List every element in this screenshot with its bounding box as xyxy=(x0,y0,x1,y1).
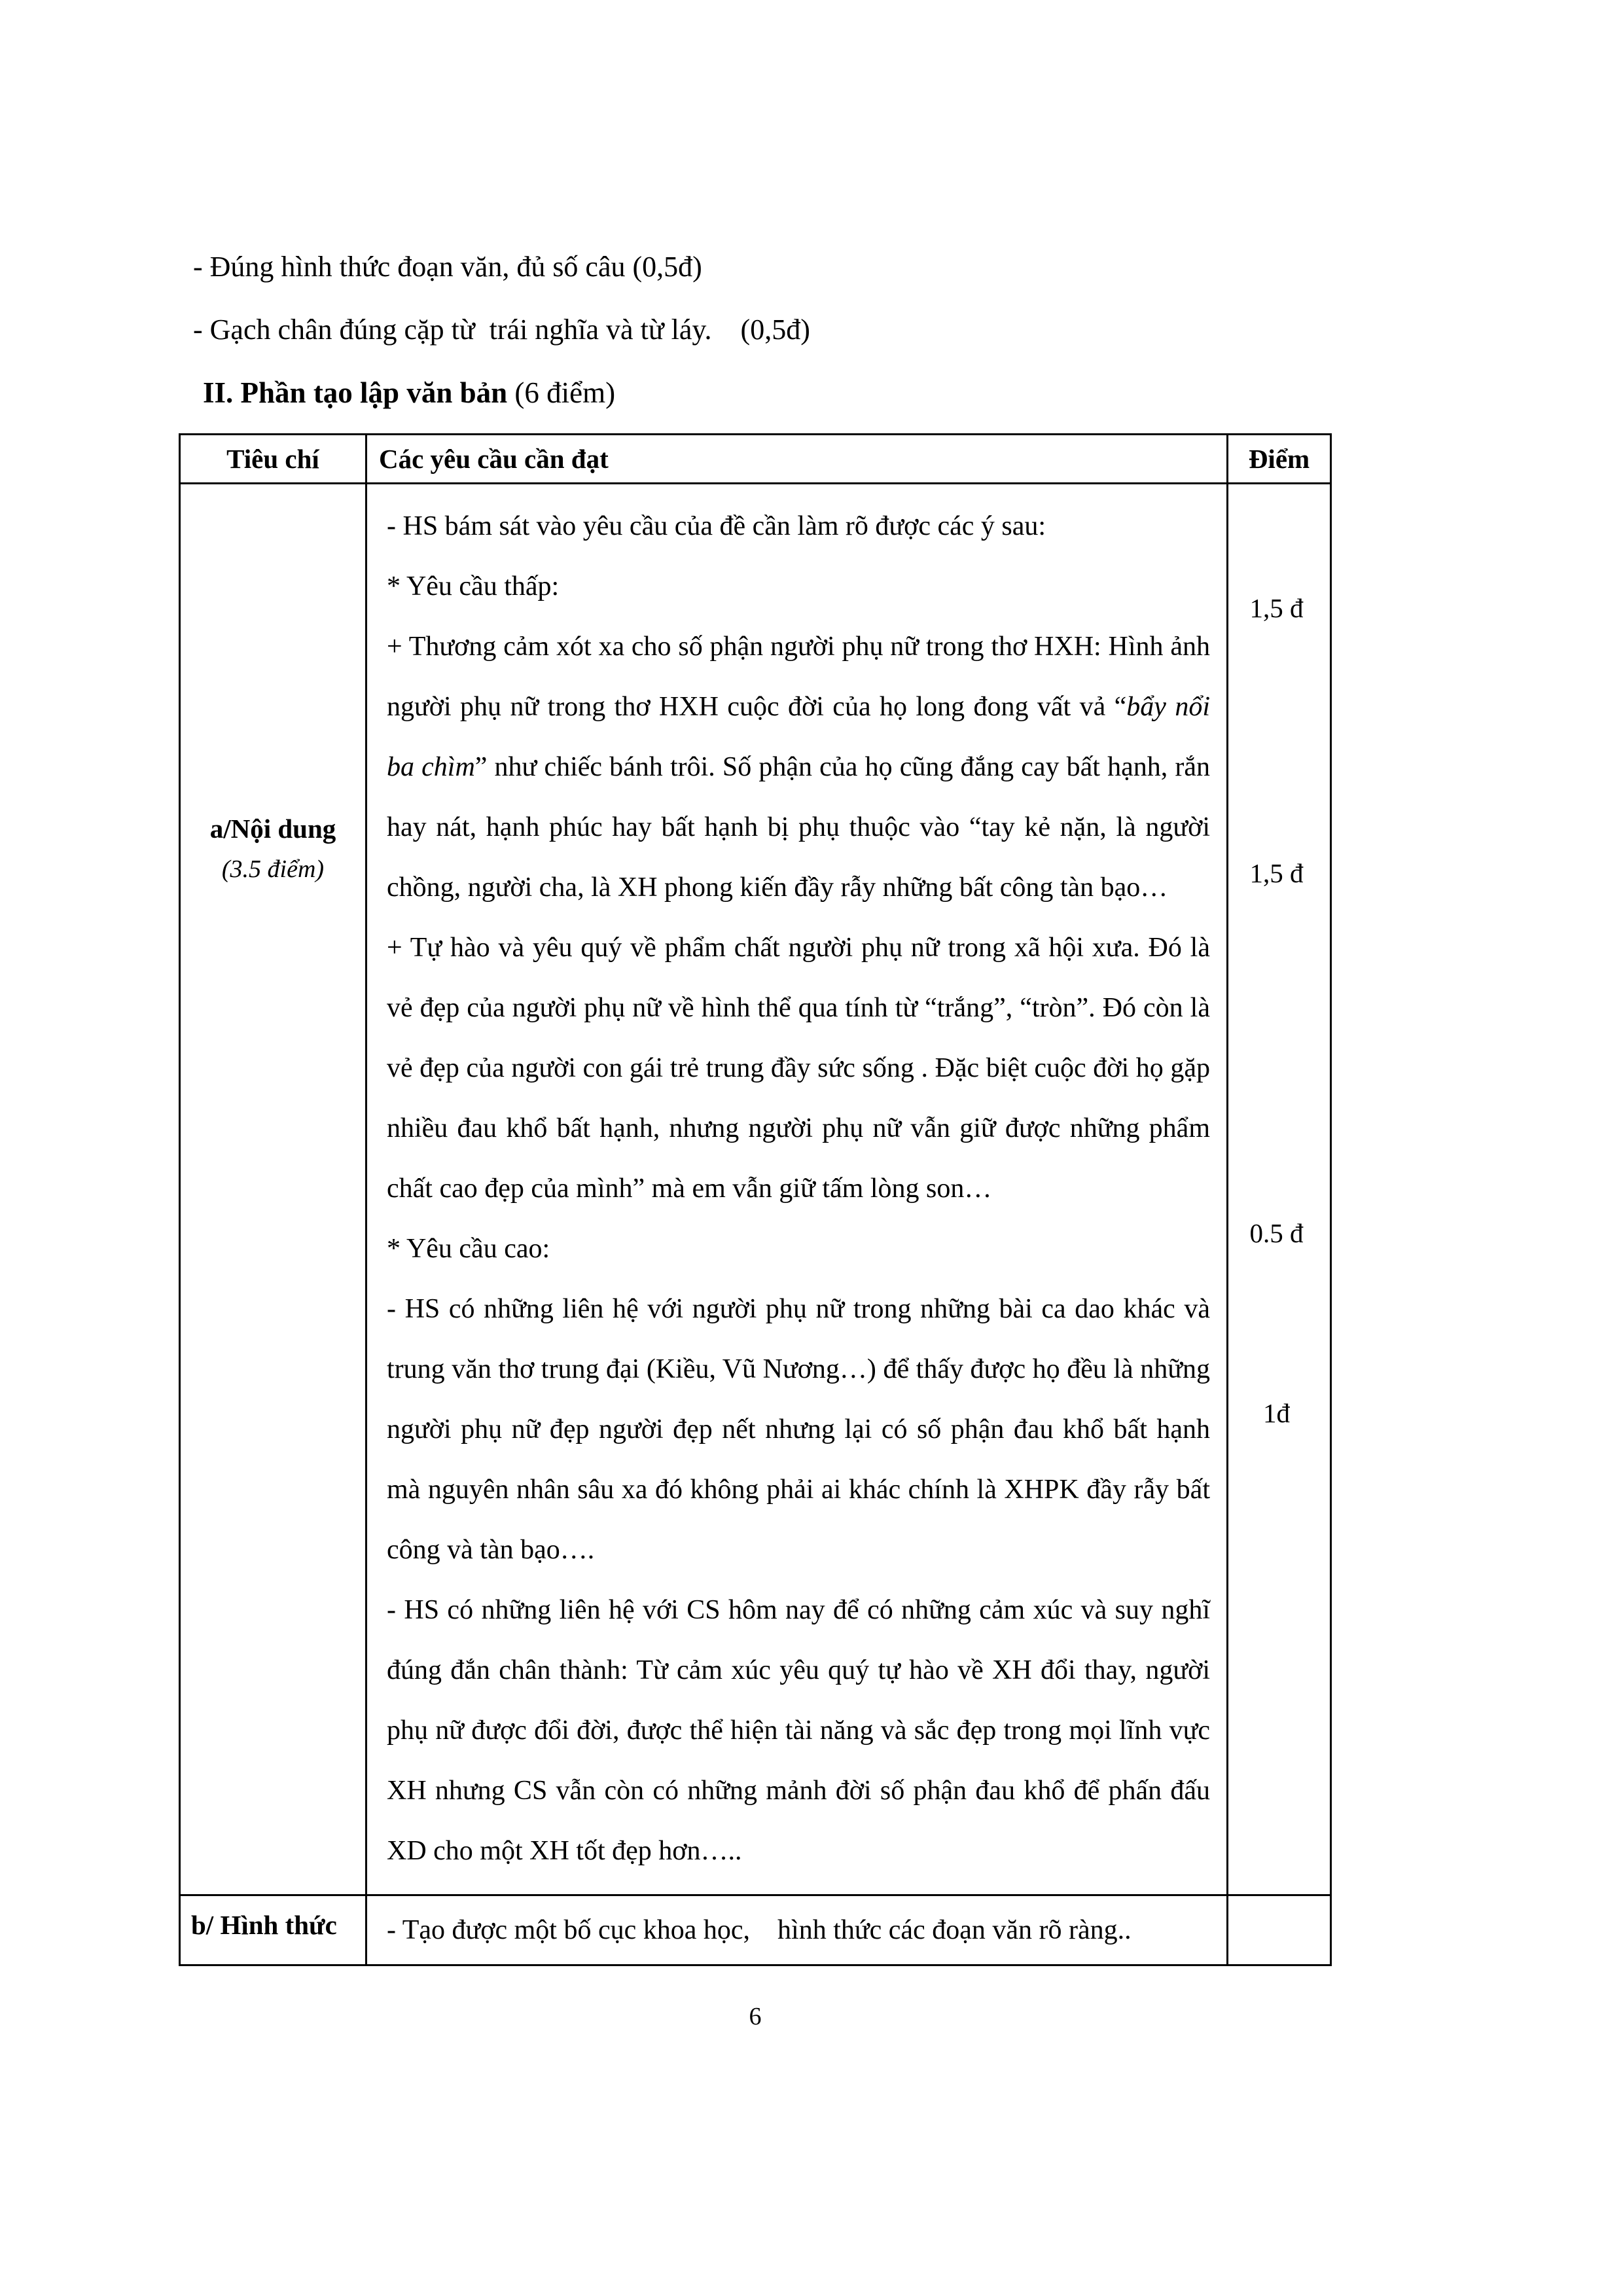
section-heading xyxy=(203,361,1332,424)
table-row-format xyxy=(181,1896,1330,1964)
rubric-intro-line-1: - Đúng hình thức đoạn văn, đủ số câu (0,5đ) xyxy=(193,251,702,283)
rubric-paragraph: - HS có những liên hệ với CS hôm nay để có những cảm xúc và suy nghĩ đúng đắn chân thành: Từ cảm xúc yêu quý tự hào về XH đổi thay, người phụ nữ được đổi đời, được thể hiện tài năng và sắc đẹp trong mọi lĩnh vực XH nhưng CS vẫn còn có những mảnh đời số phận đau khổ để phấn đấu XD cho một XH tốt đẹp hơn….. xyxy=(387,1595,1210,1866)
rubric-paragraph: * Yêu cầu cao: xyxy=(387,1234,550,1264)
requirements-cell-format: - Tạo được một bố cục khoa học, hình thức các đoạn văn rõ ràng.. xyxy=(367,1896,1228,1964)
points-cell-format xyxy=(1228,1896,1330,1964)
header-cell-points: Điểm xyxy=(1248,444,1310,474)
rubric-paragraph: - HS có những liên hệ với người phụ nữ trong những bài ca dao khác và trung văn thơ trung đại (Kiều, Vũ Nương…) để thấy được họ đều là những người phụ nữ đẹp người đẹp nết nhưng lại có số phận đau khổ bất hạnh mà nguyên nhân sâu xa đó không phải ai khác chính là XHPK đầy rẫy bất công và tàn bạo…. xyxy=(387,1294,1210,1565)
rubric-intro-line-2: - Gạch chân đúng cặp từ trái nghĩa và từ láy. (0,5đ) xyxy=(193,314,810,346)
section-heading-normal: (6 điểm) xyxy=(507,376,616,409)
table-row-content xyxy=(181,484,1330,1896)
requirements-paragraphs xyxy=(387,496,1210,1881)
points-value: 1,5 đ xyxy=(1249,593,1304,623)
points-value: 0.5 đ xyxy=(1249,1218,1304,1248)
criteria-cell-content xyxy=(181,484,367,1894)
rubric-paragraph: * Yêu cầu thấp: xyxy=(387,571,560,601)
criteria-subtitle: (3.5 điểm) xyxy=(221,855,325,883)
section-heading-bold: II. Phần tạo lập văn bản xyxy=(203,376,508,409)
rubric-paragraph: - HS bám sát vào yêu cầu của đề cần làm rõ được các ý sau: xyxy=(387,511,1046,541)
rubric-paragraph: + Thương cảm xót xa cho số phận người phụ nữ trong thơ HXH: Hình ảnh người phụ nữ trong thơ HXH cuộc đời của họ long đong vất vả “bẩy nổi ba chìm” như chiếc bánh trôi. Số phận của họ cũng đắng cay bất hạnh, rắn hay nát, hạnh phúc hay bất hạnh bị phụ thuộc vào “tay kẻ nặn, là người chồng, người cha, là XH phong kiến đầy rẫy những bất công tàn bạo… xyxy=(387,632,1210,903)
rubric-table xyxy=(179,433,1332,1966)
points-value: 1đ xyxy=(1263,1398,1290,1428)
criteria-title-format: b/ Hình thức xyxy=(181,1896,367,1964)
header-cell-criteria: Tiêu chí xyxy=(181,435,367,482)
header-cell-requirements: Các yêu cầu cần đạt xyxy=(367,435,1228,482)
table-header-row xyxy=(181,435,1330,484)
points-cell-content xyxy=(1228,484,1330,1894)
criteria-title: a/Nội dung xyxy=(209,814,336,844)
page-number: 6 xyxy=(749,2003,762,2030)
points-value: 1,5 đ xyxy=(1249,858,1304,888)
rubric-paragraph: + Tự hào và yêu quý về phẩm chất người phụ nữ trong xã hội xưa. Đó là vẻ đẹp của người phụ nữ về hình thể qua tính từ “trắng”, “tròn”. Đó còn là vẻ đẹp của người con gái trẻ trung đầy sức sống . Đặc biệt cuộc đời họ gặp nhiều đau khổ bất hạnh, nhưng người phụ nữ vẫn giữ được những phẩm chất cao đẹp của mình” mà em vẫn giữ tấm lòng son… xyxy=(387,933,1210,1204)
requirements-cell xyxy=(367,484,1228,1894)
